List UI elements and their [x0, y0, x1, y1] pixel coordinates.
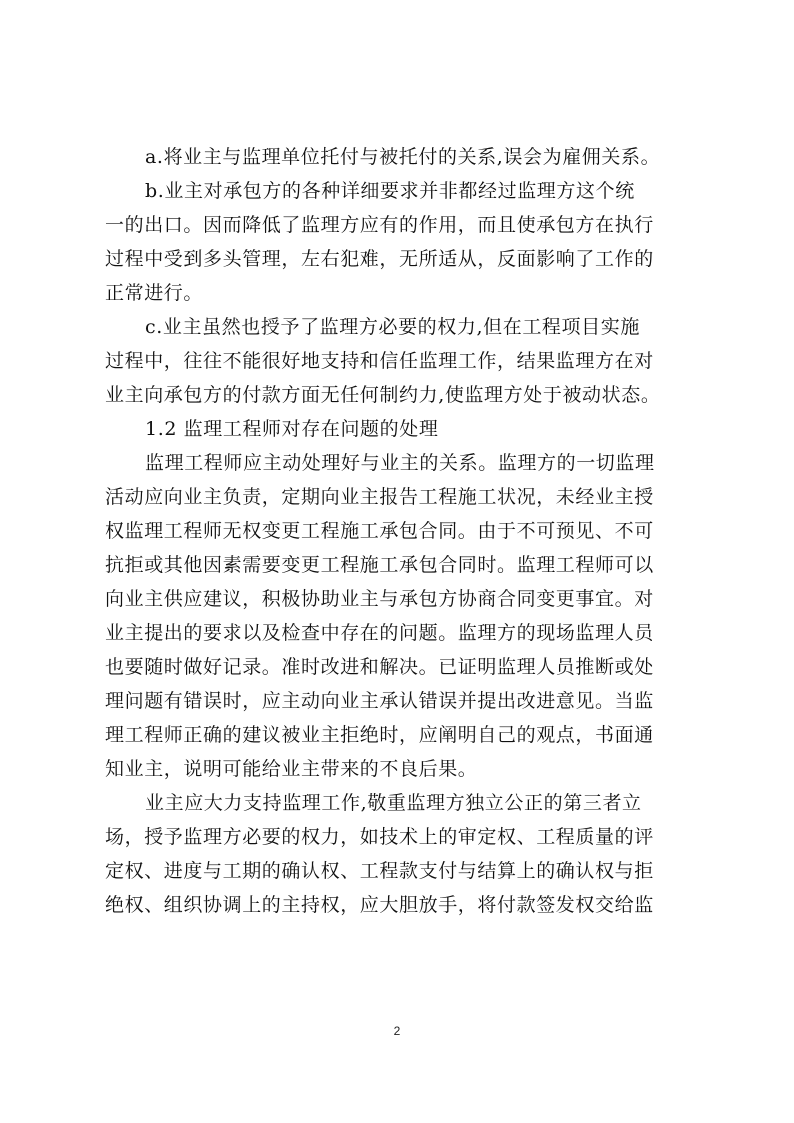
text-line: 过程中，往往不能很好地支持和信任监理工作，结果监理方在对: [105, 350, 654, 372]
text-line: 定权、进度与工期的确认权、工程款支付与结算上的确认权与拒: [105, 860, 654, 882]
text-line: 一的出口。因而降低了监理方应有的作用，而且使承包方在执行: [105, 214, 654, 236]
text-line: 理工程师正确的建议被业主拒绝时，应阐明自己的观点，书面通: [105, 724, 654, 746]
text-line: 权监理工程师无权变更工程施工承包合同。由于不可预见、不可: [105, 520, 654, 542]
text-line: 过程中受到多头管理，左右犯难，无所适从，反面影响了工作的: [105, 248, 654, 270]
page-number: 2: [393, 1024, 401, 1038]
text-line: 1.2 监理工程师对存在问题的处理: [145, 418, 439, 440]
text-line: b.业主对承包方的各种详细要求并非都经过监理方这个统: [145, 180, 635, 202]
text-line: 抗拒或其他因素需要变更工程施工承包合同时。监理工程师可以: [105, 554, 654, 576]
text-line: a.将业主与监理单位托付与被托付的关系,误会为雇佣关系。: [145, 146, 661, 168]
document-body: [105, 140, 705, 922]
text-line: c.业主虽然也授予了监理方必要的权力,但在工程项目实施: [145, 316, 640, 338]
text-line: 理问题有错误时，应主动向业主承认错误并提出改进意见。当监: [105, 690, 654, 712]
text-line: 绝权、组织协调上的主持权，应大胆放手，将付款签发权交给监: [105, 894, 654, 916]
text-line: 正常进行。: [105, 282, 204, 304]
text-line: 业主应大力支持监理工作,敬重监理方独立公正的第三者立: [145, 792, 642, 814]
text-line: 监理工程师应主动处理好与业主的关系。监理方的一切监理: [145, 452, 655, 474]
text-line: 业主向承包方的付款方面无任何制约力,使监理方处于被动状态。: [105, 384, 661, 406]
text-line: 业主提出的要求以及检查中存在的问题。监理方的现场监理人员: [105, 622, 654, 644]
text-line: 也要随时做好记录。准时改进和解决。已证明监理人员推断或处: [105, 656, 654, 678]
text-line: 知业主，说明可能给业主带来的不良后果。: [105, 758, 478, 780]
text-line: 向业主供应建议，积极协助业主与承包方协商合同变更事宜。对: [105, 588, 654, 610]
text-line: 场，授予监理方必要的权力，如技术上的审定权、工程质量的评: [105, 826, 654, 848]
text-line: 活动应向业主负责，定期向业主报告工程施工状况，未经业主授: [105, 486, 654, 508]
